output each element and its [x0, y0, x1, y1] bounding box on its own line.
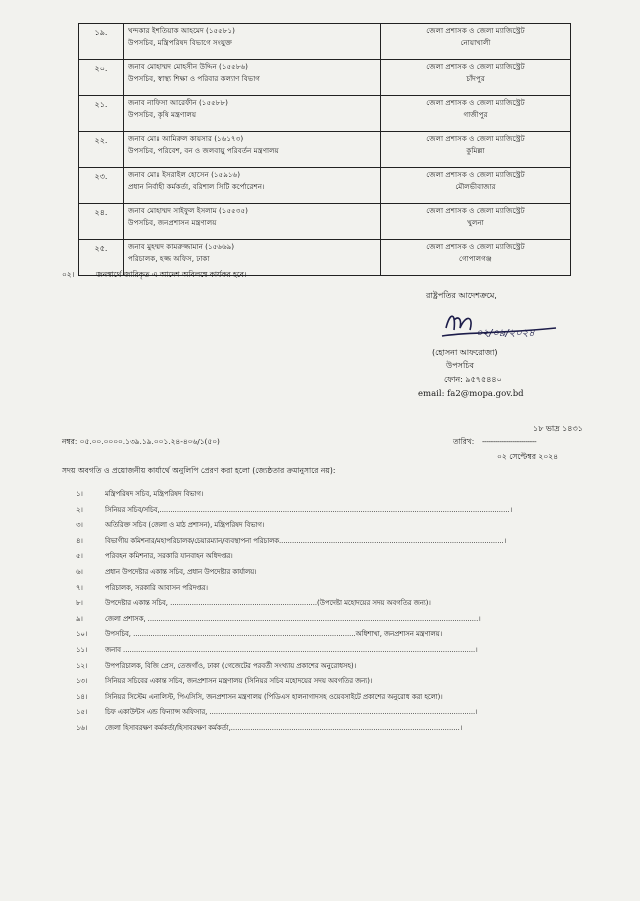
list-item-text: সিনিয়র সচিবের একান্ত সচিব, জনপ্রশাসন মন্ত্রণালয় (সিনিয়র সচিব মহোদয়ের সদয় অবগতির জন্য)। [105, 677, 373, 686]
list-item [62, 582, 582, 598]
officer-current-post: উপসচিব, পরিবেশ, বন ও জলবায়ু পরিবর্তন মন্ত্রণালয় [128, 146, 279, 155]
signatory-phone: ফোন: ৯৫৭৫৪৪০ [444, 375, 502, 384]
new-post-district: মৌলভীবাজার [455, 182, 496, 191]
list-item-text: চিফ একাউন্টস এন্ড ফিন্যান্স অফিসার, ...........................................................................................................................। [105, 708, 478, 717]
list-item [62, 660, 582, 676]
note-text: জনস্বার্থে জারিকৃত এ আদেশ অবিলম্বে কার্যকর হবে। [96, 270, 247, 279]
list-item-text: জেলা প্রশাসক, .........................................................................................................................................................। [105, 614, 481, 623]
serial-cell: ২০. [79, 60, 124, 96]
list-item-text: জেলা হিসাবরক্ষণ কর্মকর্তা/হিসাবরক্ষণ কর্মকর্তা,..........................................................................................................। [105, 723, 463, 732]
list-item [62, 550, 582, 566]
table-row [79, 24, 571, 60]
officer-cell [124, 60, 381, 96]
effective-note [62, 270, 247, 282]
officer-name: জনাব মোহাম্মদ মোহসীন উদ্দিন (১৫৫৮৬) [128, 62, 248, 71]
list-item [62, 706, 582, 722]
list-item-text: সিনিয়র সচিব/সচিব,..................................................................................................................................................................। [105, 505, 512, 514]
list-item-number: ৪। [76, 536, 83, 545]
list-item-text: মন্ত্রিপরিষদ সচিব, মন্ত্রিপরিষদ বিভাগ। [105, 490, 204, 498]
new-post-district: গোপালগঞ্জ [459, 254, 492, 263]
list-item-text: পরিচালক, সরকারি আবাসন পরিদপ্তর। [105, 583, 208, 592]
table-row [79, 132, 571, 168]
serial-cell: ২৩. [79, 168, 124, 204]
list-item [62, 488, 582, 504]
list-item [62, 675, 582, 691]
list-item [62, 504, 582, 520]
new-post-district: চাঁদপুর [466, 74, 485, 83]
officer-current-post: পরিচালক, হজ্জ অফিস, ঢাকা [128, 254, 210, 263]
serial-cell: ২৫. [79, 240, 124, 276]
new-post-title: জেলা প্রশাসক ও জেলা ম্যাজিস্ট্রেট [426, 98, 525, 107]
table-row [79, 168, 571, 204]
list-item-number: ১০। [76, 630, 88, 639]
new-post-district: গাজীপুর [463, 110, 488, 119]
new-post-title: জেলা প্রশাসক ও জেলা ম্যাজিস্ট্রেট [426, 242, 525, 251]
new-post-cell [381, 60, 571, 96]
new-post-cell [381, 240, 571, 276]
list-item-text: বিভাগীয় কমিশনার/মহাপরিচালক/চেয়ারম্যান/ব্যবস্থাপনা পরিচালক........................................................................................................। [105, 536, 507, 545]
list-item-text: উপসচিব, .......................................................................................................অধিশাখা, জনপ্রশাসন মন্ত্রণালয়। [105, 630, 443, 639]
list-item-number: ৩। [76, 521, 83, 530]
new-post-district: খুলনা [467, 218, 484, 227]
serial-cell: ১৯. [79, 24, 124, 60]
list-item-number: ৭। [76, 583, 83, 592]
officer-current-post: প্রধান নির্বাহী কর্মকর্তা, বরিশাল সিটি কর্পোরেশন। [128, 182, 265, 191]
officer-name: জনাব মোঃ ইসরাইল হোসেন (১৫৯১৬) [128, 170, 241, 179]
table-row [79, 60, 571, 96]
list-item-number: ১৪। [76, 692, 88, 701]
officer-cell [124, 132, 381, 168]
distribution-list [62, 488, 582, 738]
officer-name: জনাব নাফিসা আরেফীন (১৫৫৮৮) [128, 98, 228, 107]
signatory-designation: উপসচিব [446, 361, 475, 370]
list-item-number: ২। [76, 505, 83, 514]
list-item [62, 597, 582, 613]
list-item [62, 519, 582, 535]
list-item-text: অতিরিক্ত সচিব (জেলা ও মাঠ প্রশাসন), মন্ত্রিপরিষদ বিভাগ। [105, 521, 265, 530]
officer-name: জনাব মোঃ আমিরুল কায়সার (১৬১৭৩) [128, 134, 244, 143]
new-post-title: জেলা প্রশাসক ও জেলা ম্যাজিস্ট্রেট [426, 62, 525, 71]
copy-distribution-intro: সদয় অবগতি ও প্রয়োজনীয় কার্যার্থে অনুলিপি প্রেরণ করা হলো (জ্যেষ্ঠতার ক্রমানুসারে নয়): [62, 466, 336, 475]
list-item-number: ১২। [76, 661, 88, 670]
by-order-line: রাষ্ট্রপতির আদেশক্রমে, [426, 291, 497, 300]
date-label: তারিখ: [453, 437, 475, 446]
list-item-number: ৮। [76, 599, 83, 608]
list-item-text: প্রধান উপদেষ্টার একান্ত সচিব, প্রধান উপদেষ্টার কার্যালয়। [105, 567, 257, 576]
memo-number: নম্বর: ০৫.০০.০০০০.১৩৯.১৯.০০১.২৪-৪০৬/১(৫০) [62, 437, 220, 446]
list-item-number: ১৩। [76, 677, 88, 686]
new-post-cell [381, 168, 571, 204]
signatory-email: email: fa2@mopa.gov.bd [418, 389, 524, 399]
list-item-text: পরিবহন কমিশনার, সরকারি যানবাহন অধিদপ্তর। [105, 552, 233, 561]
bangla-date: ১৮ ভাদ্র ১৪৩১ [533, 424, 583, 433]
list-item [62, 613, 582, 629]
officer-cell [124, 168, 381, 204]
new-post-cell [381, 204, 571, 240]
note-number: ০২। [62, 270, 75, 279]
officer-current-post: উপসচিব, মন্ত্রিপরিষদ বিভাগে সংযুক্ত [128, 38, 233, 47]
officer-name: জনাব মুহম্মদ কামরুজ্জামান (১৫৬৬৯) [128, 242, 235, 251]
officer-name: খন্দকার ইশতিয়াক আহমেদ (১৫৫৮১) [128, 26, 235, 35]
list-item-text: জনাব ...................................................................................................................................................................। [105, 645, 478, 654]
english-date: ০২ সেপ্টেম্বর ২০২৪ [497, 452, 559, 461]
new-post-cell [381, 132, 571, 168]
list-item [62, 644, 582, 660]
new-post-title: জেলা প্রশাসক ও জেলা ম্যাজিস্ট্রেট [426, 26, 525, 35]
signature-date: ০২/০৯/২০২৪ [476, 328, 535, 339]
new-post-cell [381, 24, 571, 60]
new-post-title: জেলা প্রশাসক ও জেলা ম্যাজিস্ট্রেট [426, 206, 525, 215]
appointment-table-body [79, 24, 571, 276]
list-item [62, 628, 582, 644]
list-item-number: ৬। [76, 567, 83, 576]
list-item [62, 535, 582, 551]
list-item [62, 722, 582, 738]
new-post-title: জেলা প্রশাসক ও জেলা ম্যাজিস্ট্রেট [426, 134, 525, 143]
table-row [79, 96, 571, 132]
list-item [62, 566, 582, 582]
list-item-number: ১। [76, 490, 83, 498]
officer-cell [124, 96, 381, 132]
table-row [79, 204, 571, 240]
officer-current-post: উপসচিব, কৃষি মন্ত্রণালয় [128, 110, 197, 119]
list-item-text: উপপরিচালক, বিজি প্রেস, তেজগাঁও, ঢাকা (গেজেটের পরবর্তী সংখ্যায় প্রকাশের অনুরোধসহ)। [105, 661, 357, 670]
list-item-text: উপদেষ্টার একান্ত সচিব, ....................................................................(উপদেষ্টা মহোদয়ের সদয় অবগতির জন্য)। [105, 599, 431, 608]
signatory-name: (হোসনা আফরোজা) [432, 348, 498, 357]
appointment-table [78, 23, 571, 276]
list-item-number: ৯। [76, 614, 83, 623]
date-dashes: ------------------------- [482, 437, 537, 446]
list-item-number: ১৫। [76, 708, 88, 717]
new-post-title: জেলা প্রশাসক ও জেলা ম্যাজিস্ট্রেট [426, 170, 525, 179]
new-post-cell [381, 96, 571, 132]
handwritten-signature-icon [436, 306, 566, 346]
officer-cell [124, 24, 381, 60]
officer-current-post: উপসচিব, স্বাস্থ্য শিক্ষা ও পরিবার কল্যাণ বিভাগ [128, 74, 260, 83]
new-post-district: কুমিল্লা [466, 146, 485, 155]
officer-name: জনাব মোহাম্মদ সাইফুল ইসলাম (১৫৫৩৫) [128, 206, 248, 215]
list-item-number: ১৬। [76, 723, 88, 732]
new-post-district: নোয়াখালী [460, 38, 491, 47]
list-item-text: সিনিয়র সিস্টেম এনালিস্ট, পিএসিসি, জনপ্রশাসন মন্ত্রণালয় (পিডিএস হালনাগাদসহ ওয়েবসাইটে প্রকাশের অনুরোধ করা হলো)। [105, 692, 443, 701]
list-item-number: ৫। [76, 552, 83, 561]
serial-cell: ২২. [79, 132, 124, 168]
serial-cell: ২৪. [79, 204, 124, 240]
list-item-number: ১১। [76, 645, 88, 654]
list-item [62, 691, 582, 707]
officer-cell [124, 204, 381, 240]
serial-cell: ২১. [79, 96, 124, 132]
officer-current-post: উপসচিব, জনপ্রশাসন মন্ত্রণালয় [128, 218, 217, 227]
